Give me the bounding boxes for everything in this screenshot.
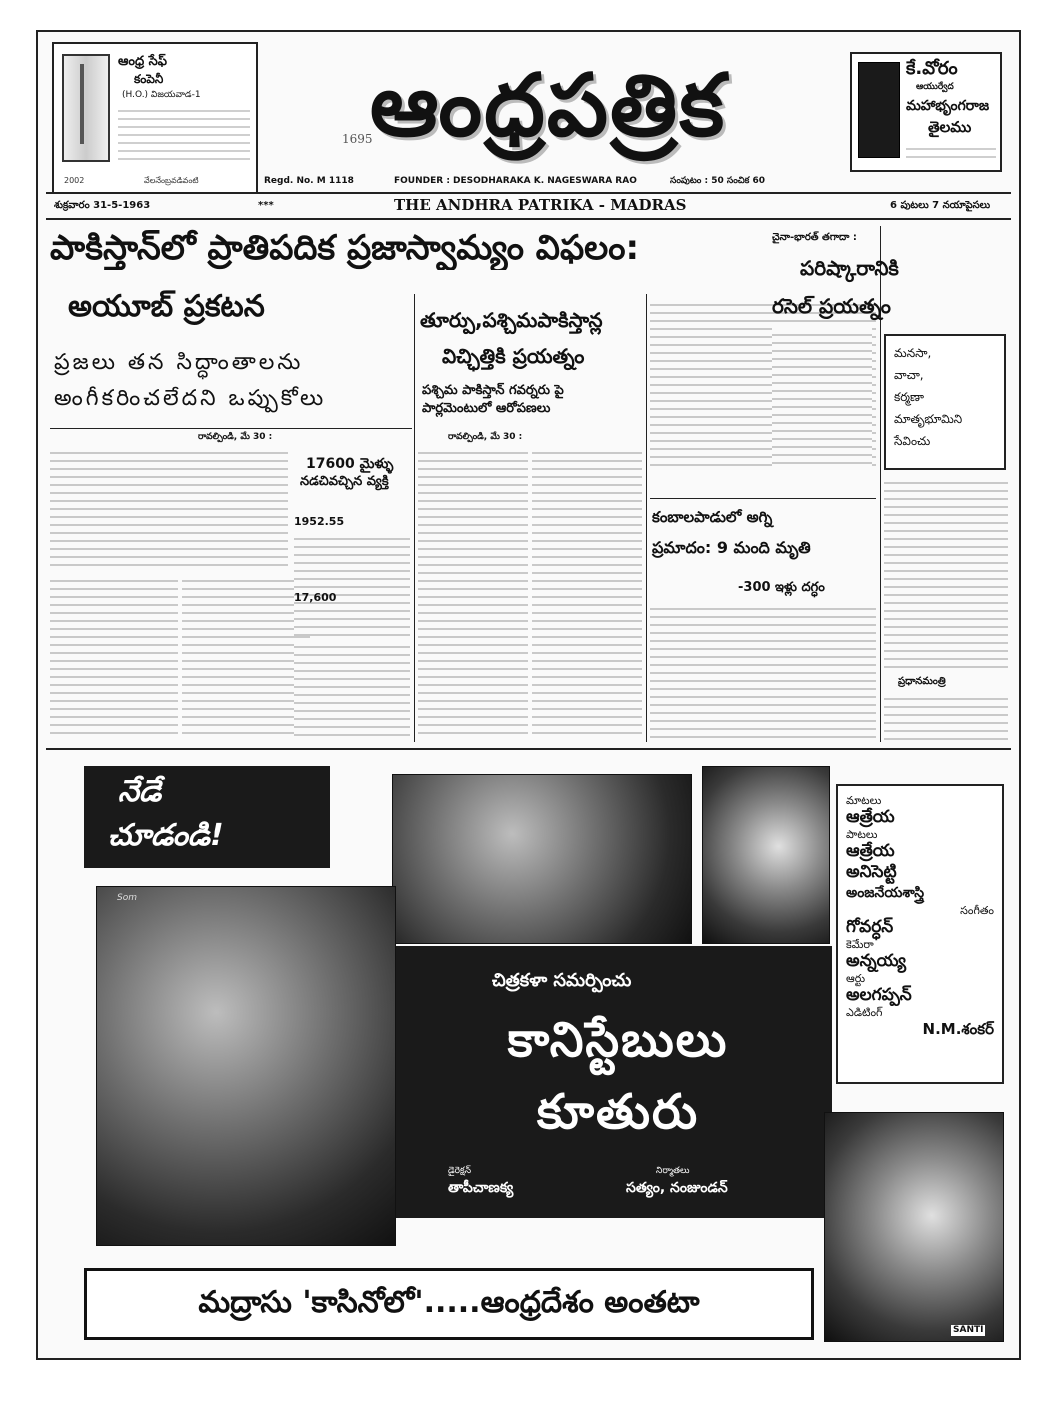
- right-ad-brand: కే.వోరం: [906, 58, 958, 79]
- story4-body-2: [294, 640, 410, 740]
- registration-number: Regd. No. M 1118: [264, 176, 354, 186]
- portrait-photo: [824, 1112, 1004, 1342]
- credit-label: పాటలు: [846, 828, 878, 841]
- story5-headline: కంబాలపాడులో అగ్ని: [652, 508, 773, 526]
- lead-headline: పాకిస్తాన్‌లో ప్రాతిపదిక ప్రజాస్వామ్యం విఫలం:: [50, 228, 640, 268]
- story3-body: [772, 328, 872, 468]
- nede-choodandi-ad: [84, 766, 330, 868]
- credit-label: సంగీతం: [960, 904, 994, 917]
- movie-title-ad: [396, 946, 832, 1218]
- credit-name: ఆత్రేయ: [846, 841, 895, 861]
- photo-signature: Som: [117, 893, 137, 903]
- credit-name: అన్నయ్య: [846, 951, 907, 971]
- right-ad-line2: ఆయుర్వేద: [916, 82, 954, 92]
- lead-rule: [50, 428, 412, 429]
- dateline-date: శుక్రవారం 31-5-1963: [54, 200, 151, 211]
- story5-body: [650, 602, 876, 740]
- founder-line: FOUNDER : DESODHARAKA K. NAGESWARA RAO: [394, 176, 637, 186]
- dateline-rule-bottom: [46, 218, 1011, 220]
- credit-name: అలగప్పన్: [846, 985, 912, 1005]
- movie-still-large-left: [96, 886, 396, 1246]
- movie-title-line2: కూతురు: [536, 1084, 700, 1140]
- oil-bottle-illustration: [858, 62, 900, 158]
- director-label: డైరెక్షన్: [448, 1166, 472, 1176]
- story3-headline1: పరిష్కారానికి: [800, 256, 899, 280]
- producers-label: నిర్మాతలు: [656, 1166, 690, 1176]
- story3-headline2: రసెల్ ప్రయత్నం: [772, 294, 891, 318]
- left-ad-line1: ఆంధ్ర సేఫ్: [118, 54, 168, 69]
- artist-signature: SANTI: [953, 1325, 984, 1335]
- lead-dateline: రావల్పిండి, మే 30 :: [198, 432, 273, 442]
- story2-headline1: తూర్పు,పశ్చిమపాకిస్తాన్ల: [420, 308, 603, 332]
- story5-rule: [650, 498, 876, 499]
- story3-body-3: [884, 692, 1008, 740]
- left-ad-body: [118, 104, 250, 164]
- story5-deck: -300 ఇళ్లు దగ్ధం: [738, 580, 825, 595]
- quote-line-1: మనసా,: [894, 346, 932, 360]
- story3-body-2: [884, 476, 1008, 670]
- col-rule-2: [646, 294, 647, 742]
- release-banner: [84, 1268, 814, 1340]
- newspaper-page: [36, 30, 1021, 1360]
- choodandi-text: చూడండి!: [108, 818, 224, 853]
- right-advertisement: [850, 52, 1002, 172]
- credit-name: N.M.శంకర్: [922, 1020, 994, 1038]
- ads-rule: [46, 748, 1011, 750]
- credit-name: అనిసెట్టి: [846, 862, 897, 882]
- story4-headline1: 17600 మైళ్ళు: [306, 456, 394, 472]
- quote-line-3: కర్మణా: [894, 390, 925, 404]
- lead-body-col2: [182, 574, 310, 740]
- dateline-rule-top: [46, 192, 1011, 194]
- credits-list: [846, 794, 994, 1039]
- movie-still-top-center: [392, 774, 692, 944]
- credit-label: ఎడిటింగ్: [846, 1006, 883, 1019]
- movie-title-line1: కానిస్టేబులు: [507, 1012, 729, 1068]
- dateline-stars: ***: [258, 200, 274, 211]
- left-ad-footer-left: 2002: [64, 176, 85, 185]
- lead-body-col1: [50, 446, 288, 570]
- presents-line: చిత్రకళా సమర్పించు: [492, 970, 632, 991]
- director-name: తాపీచాణక్య: [448, 1180, 514, 1196]
- col-rule-1: [414, 294, 415, 742]
- lead-subhead: అయూబ్ ప్రకటన: [68, 289, 265, 324]
- producers-name: సత్యం, నంజుండన్: [626, 1180, 728, 1196]
- credit-label: ఆర్టు: [846, 972, 866, 985]
- story2-headline2: విచ్ఛిత్తికి ప్రయత్నం: [442, 344, 585, 368]
- credits-ad: [836, 784, 1004, 1084]
- story2-dateline: రావల్పిండి, మే 30 :: [448, 432, 523, 442]
- volume-issue: సంపుటం : 50 సంచిక 60: [670, 176, 766, 186]
- quote-line-5: సేవించు: [894, 434, 931, 448]
- left-ad-line3: (H.O.) విజయవాడ-1: [122, 90, 201, 100]
- dateline-paper: THE ANDHRA PATRIKA - MADRAS: [394, 196, 687, 214]
- safe-door-line: [80, 64, 84, 144]
- credit-name: ఆత్రేయ: [846, 807, 895, 827]
- movie-still-top-right: [702, 766, 830, 944]
- story4-headline2: నడచివచ్చిన వ్యక్తి: [300, 474, 389, 489]
- handwritten-number: 1695: [342, 132, 373, 146]
- story3-kicker: చైనా-భారత్ తగాదా :: [772, 232, 857, 243]
- credit-label: కెమేరా: [846, 938, 874, 951]
- right-ad-line3: మహాభృంగరాజ: [906, 98, 990, 114]
- left-ad-footer-right: వేలనేంబ్రవడివంటి: [144, 176, 199, 185]
- dateline-pages: 6 పుటలు 7 నయాపైసలు: [890, 200, 991, 211]
- release-banner-text: మద్రాసు 'కాసినోలో'.....ఆంధ్రదేశం అంతటా: [198, 1285, 700, 1320]
- quote-box: [884, 334, 1006, 470]
- story4-year: 1952.55: [294, 515, 345, 528]
- story2-body: [418, 446, 528, 740]
- story5-headline2: ప్రమాదం: 9 మంది మృతి: [652, 538, 811, 557]
- lead-deck-2: అంగీకరించలేదని ఒప్పుకోలు: [54, 386, 327, 411]
- credit-label: మాటలు: [846, 794, 882, 807]
- story3-footer: ప్రధానమంత్రి: [898, 676, 946, 687]
- quote-line-2: వాచా,: [894, 368, 924, 382]
- left-advertisement: [52, 42, 258, 194]
- masthead-title: ఆంధ్రపత్రిక: [369, 55, 727, 156]
- story2-deck: పశ్చిమ పాకిస్తాన్ గవర్నరు పై పార్లమెంటులో ఆరోపణలు: [422, 383, 564, 416]
- story4-body: [294, 532, 410, 636]
- nede-text: నేడే: [118, 774, 162, 809]
- story4-bold-figure: 17,600: [294, 591, 337, 604]
- credit-name: గోవర్ధన్: [846, 917, 894, 937]
- safe-illustration: [62, 54, 110, 162]
- left-ad-line2: కంపెనీ: [134, 72, 164, 86]
- lead-body-col1b: [50, 574, 178, 740]
- right-ad-line4: తైలము: [928, 118, 972, 136]
- right-ad-body: [906, 142, 996, 164]
- lead-deck-1: ప్రజలు తన సిద్ధాంతాలను: [54, 350, 304, 375]
- credit-name: అంజనేయశాస్త్రి: [846, 885, 925, 901]
- story2-body-col2: [532, 446, 642, 740]
- quote-line-4: మాతృభూమిని: [894, 412, 963, 426]
